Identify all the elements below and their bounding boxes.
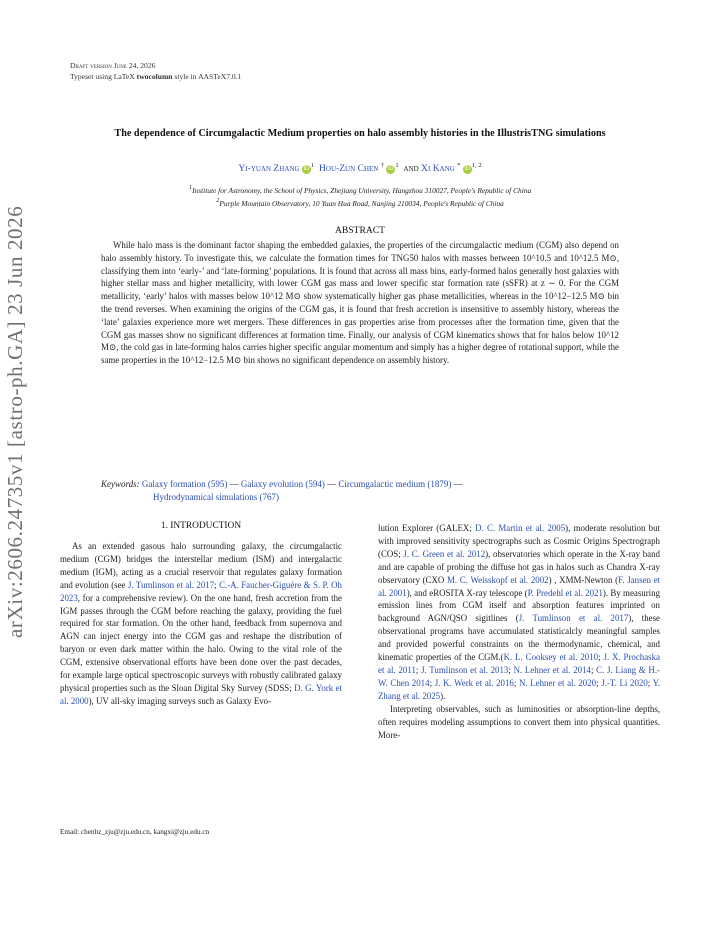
citation-link[interactable]: D. G. York et al. 2000 <box>60 682 342 706</box>
typeset-line <box>70 72 241 81</box>
author-name[interactable]: Yi-yuan Zhang <box>238 163 300 174</box>
body-text: , for a comprehensive review). On the one hand, fresh accretion from the IGM passes through the CGM before reaching the galaxy, providing the fuel required for star formation. On the other hand, feedback from supernova and AGN can inject energy into the CGM gas and reshape the distribution of baryon or even dark matter within the halo. Owing to the vital role of the CGM, extensive observational efforts have been done over the past decades, for example large optical spectroscopic surveys with robustly calibrated galaxy physical properties such as the Sloan Digital Sky Survey (SDSS; <box>60 592 342 693</box>
affiliation-text: Institute for Astronomy, the School of Physics, Zhejiang University, Hangzhou 310027, People's Republic of China <box>192 186 532 195</box>
keyword-separator: — <box>451 479 463 489</box>
paper-title: The dependence of Circumgalactic Medium properties on halo assembly histories in the IllustrisTNG simulations <box>114 128 606 139</box>
affiliation-number: 1 <box>188 184 193 191</box>
body-text: ; <box>508 664 514 675</box>
abstract-heading: ABSTRACT <box>334 225 386 236</box>
author-name[interactable]: Hou-Zun Chen <box>318 163 379 174</box>
email-footnote: Email: chenhz_zju@zju.edu.cn, kangxi@zju.edu.cn <box>60 828 210 836</box>
citation-link[interactable]: P. Predehl et al. 2021 <box>527 587 603 598</box>
body-text: ; <box>590 664 597 675</box>
citation-link[interactable]: F. Jansen et al. 2001 <box>378 574 660 598</box>
typeset-suffix: style in AASTeX7.0.1 <box>174 72 242 81</box>
keyword-link[interactable]: Hydrodynamical simulations (767) <box>153 492 279 502</box>
draft-version-line: Draft version June 24, 2026 <box>70 61 156 70</box>
author-name[interactable]: Xi Kang <box>421 163 455 174</box>
body-text: ; <box>513 677 519 688</box>
citation-link[interactable]: J. Tumlinson et al. 2017 <box>127 579 215 590</box>
body-text: lution Explorer (GALEX; <box>378 523 476 533</box>
affiliation-mark: 1 <box>395 162 399 169</box>
orcid-icon[interactable]: iD <box>388 166 394 172</box>
keyword-link[interactable]: Galaxy evolution (594) <box>240 479 325 489</box>
author-and: and <box>403 163 419 174</box>
orcid-icon[interactable]: iD <box>464 166 471 172</box>
keyword-separator: — <box>227 479 241 489</box>
keywords-label: Keywords: <box>101 479 140 489</box>
intro-paragraph <box>60 540 342 708</box>
orcid-icon[interactable]: iD <box>303 166 310 172</box>
affiliation-2 <box>56 197 664 208</box>
citation-link[interactable]: Y. Zhang et al. 2025 <box>378 677 661 701</box>
section-heading: 1. INTRODUCTION <box>160 521 242 531</box>
citation-link[interactable]: J. Tumlinson et al. 2013 <box>421 664 509 675</box>
citation-link[interactable]: C. J. Liang & H.-W. Chen 2014 <box>378 664 661 688</box>
intro-column-left <box>60 540 342 708</box>
citation-link[interactable]: D. C. Martin et al. 2005 <box>475 523 566 533</box>
arxiv-identifier: arXiv:2606.24735v1 [astro-ph.GA] 23 Jun 2026 <box>3 205 27 638</box>
body-text: ), these observational programs have accumulated statisticalcly meaningful samples and provided powerful constraints on the thermodynamic, chemical, and kinematic properties of the CGM.( <box>378 613 660 663</box>
citation-link[interactable]: J. Tumlinson et al. 2017 <box>518 613 629 624</box>
body-text: As an extended gasous halo surrounding galaxy, the circumgalactic medium (CGM) bridges the interstellar medium (ISM) and intergalactic medium (IGM), acting as a crucial reservoir that regulates galaxy formation and evolution (see <box>60 541 342 590</box>
body-text: ; <box>415 664 422 675</box>
author-list <box>56 162 664 174</box>
keyword-link[interactable]: Circumgalactic medium (1879) <box>338 479 452 489</box>
body-text: ; <box>429 677 435 688</box>
body-text: ) , XMM-Newton ( <box>548 574 619 585</box>
citation-link[interactable]: J. K. Werk et al. 2016 <box>434 677 514 688</box>
citation-link[interactable]: K. L. Cooksey et al. 2010 <box>503 652 599 663</box>
affiliation-text: Purple Mountain Observatory, 10 Yuan Hua Road, Nanjing 210034, People's Republic of China <box>219 199 504 208</box>
body-text: ), moderate resolution but with improved sensitivity spectrographs such as Cosmic Origins Spectrograph (COS; <box>378 523 661 559</box>
affiliation-mark: 1, 2 <box>471 162 482 169</box>
body-text: ), and eROSITA X-ray telescope ( <box>406 587 528 598</box>
body-text: ), UV all-sky imaging surveys such as Galaxy Evo- <box>88 695 272 706</box>
dagger-mark: * <box>457 162 461 169</box>
citation-link[interactable]: J. C. Green et al. 2012 <box>403 548 486 559</box>
citation-link[interactable]: N. Lehner et al. 2014 <box>513 664 591 675</box>
citation-link[interactable]: M. C. Weisskopf et al. 2002 <box>447 574 549 585</box>
citation-link[interactable]: J.-T. Li 2020 <box>601 677 648 688</box>
keyword-separator: — <box>324 479 339 489</box>
intro-paragraph: Interpreting observables, such as luminosities or absorption-line depths, often requires modeling assumptions to convert them into physical quantities. More- <box>378 703 660 740</box>
typeset-prefix: Typeset using <box>70 72 112 81</box>
body-text: ; <box>596 677 602 688</box>
body-text: ; <box>647 677 653 688</box>
body-text: ; <box>598 652 604 663</box>
affiliation-number: 2 <box>216 197 220 204</box>
keyword-link[interactable]: Galaxy formation (595) <box>141 479 228 489</box>
citation-link[interactable]: C.-A. Faucher-Giguère & S. P. Oh 2023 <box>60 579 342 603</box>
latex-logo: LaTeX <box>113 72 135 81</box>
intro-paragraph <box>378 522 660 703</box>
abstract-text: While halo mass is the dominant factor shaping the embedded galaxies, the properties of the circumgalactic medium (CGM) also depend on halo assembly history. To investigate this, we calculate the formation times for TNG50 halos with masses between 10^10.5 and 10^12.5 M⊙, classifying them into ‘early-’ and ‘late-forming’ populations. It is found that across all mass bins, early-formed halos generally host galaxies with higher stellar mass and higher metallicity, with lower CGM gas mass and lower specific star formation rate (sSFR) at z ∼ 0. For the CGM metallicity, ‘early’ halos with masses below 10^12 M⊙ show systematically higher gas phase metallicities, whereas in the 10^12−12.5 M⊙ bin the trend reverses. When examining the origins of the CGM gas, it is found that fresh accretion is insensitive to assembly history, whereas the ‘late’ galaxies experience more wet mergers. These differences in gas properties arise from processes after the formation time, given that the CGM gas masses show no significant differences at formation time. Finally, our analysis of CGM kinematics shows that for halos below 10^12 M⊙, the cold gas in late-forming halos carries higher specific angular momentum and simply has a higher degree of rotational support, while the same properties in the 10^12−12.5 M⊙ bin shows no significant dependence on assembly history. <box>101 240 619 366</box>
typeset-style: twocolumn <box>136 72 173 81</box>
body-text: ). By measuring emission lines from CGM itself and absorption features imprinted on background AGN/QSO sigitlines ( <box>378 587 661 624</box>
keywords <box>101 478 619 504</box>
body-text: ), observatories which operate in the X-ray band and are capable of probing the diffuse hot gas in halos such as Chandra X-ray observatory (CXO <box>378 548 660 585</box>
citation-link[interactable]: N. Lehner et al. 2020 <box>518 677 597 688</box>
citation-link[interactable]: J. X. Prochaska et al. 2011 <box>378 652 660 675</box>
body-text: ). <box>440 690 446 701</box>
affiliation-1 <box>56 184 664 195</box>
intro-column-right <box>378 522 660 741</box>
body-text: ; <box>214 579 220 590</box>
affiliation-mark: 1 <box>310 162 315 169</box>
dagger-mark: † <box>380 162 385 169</box>
